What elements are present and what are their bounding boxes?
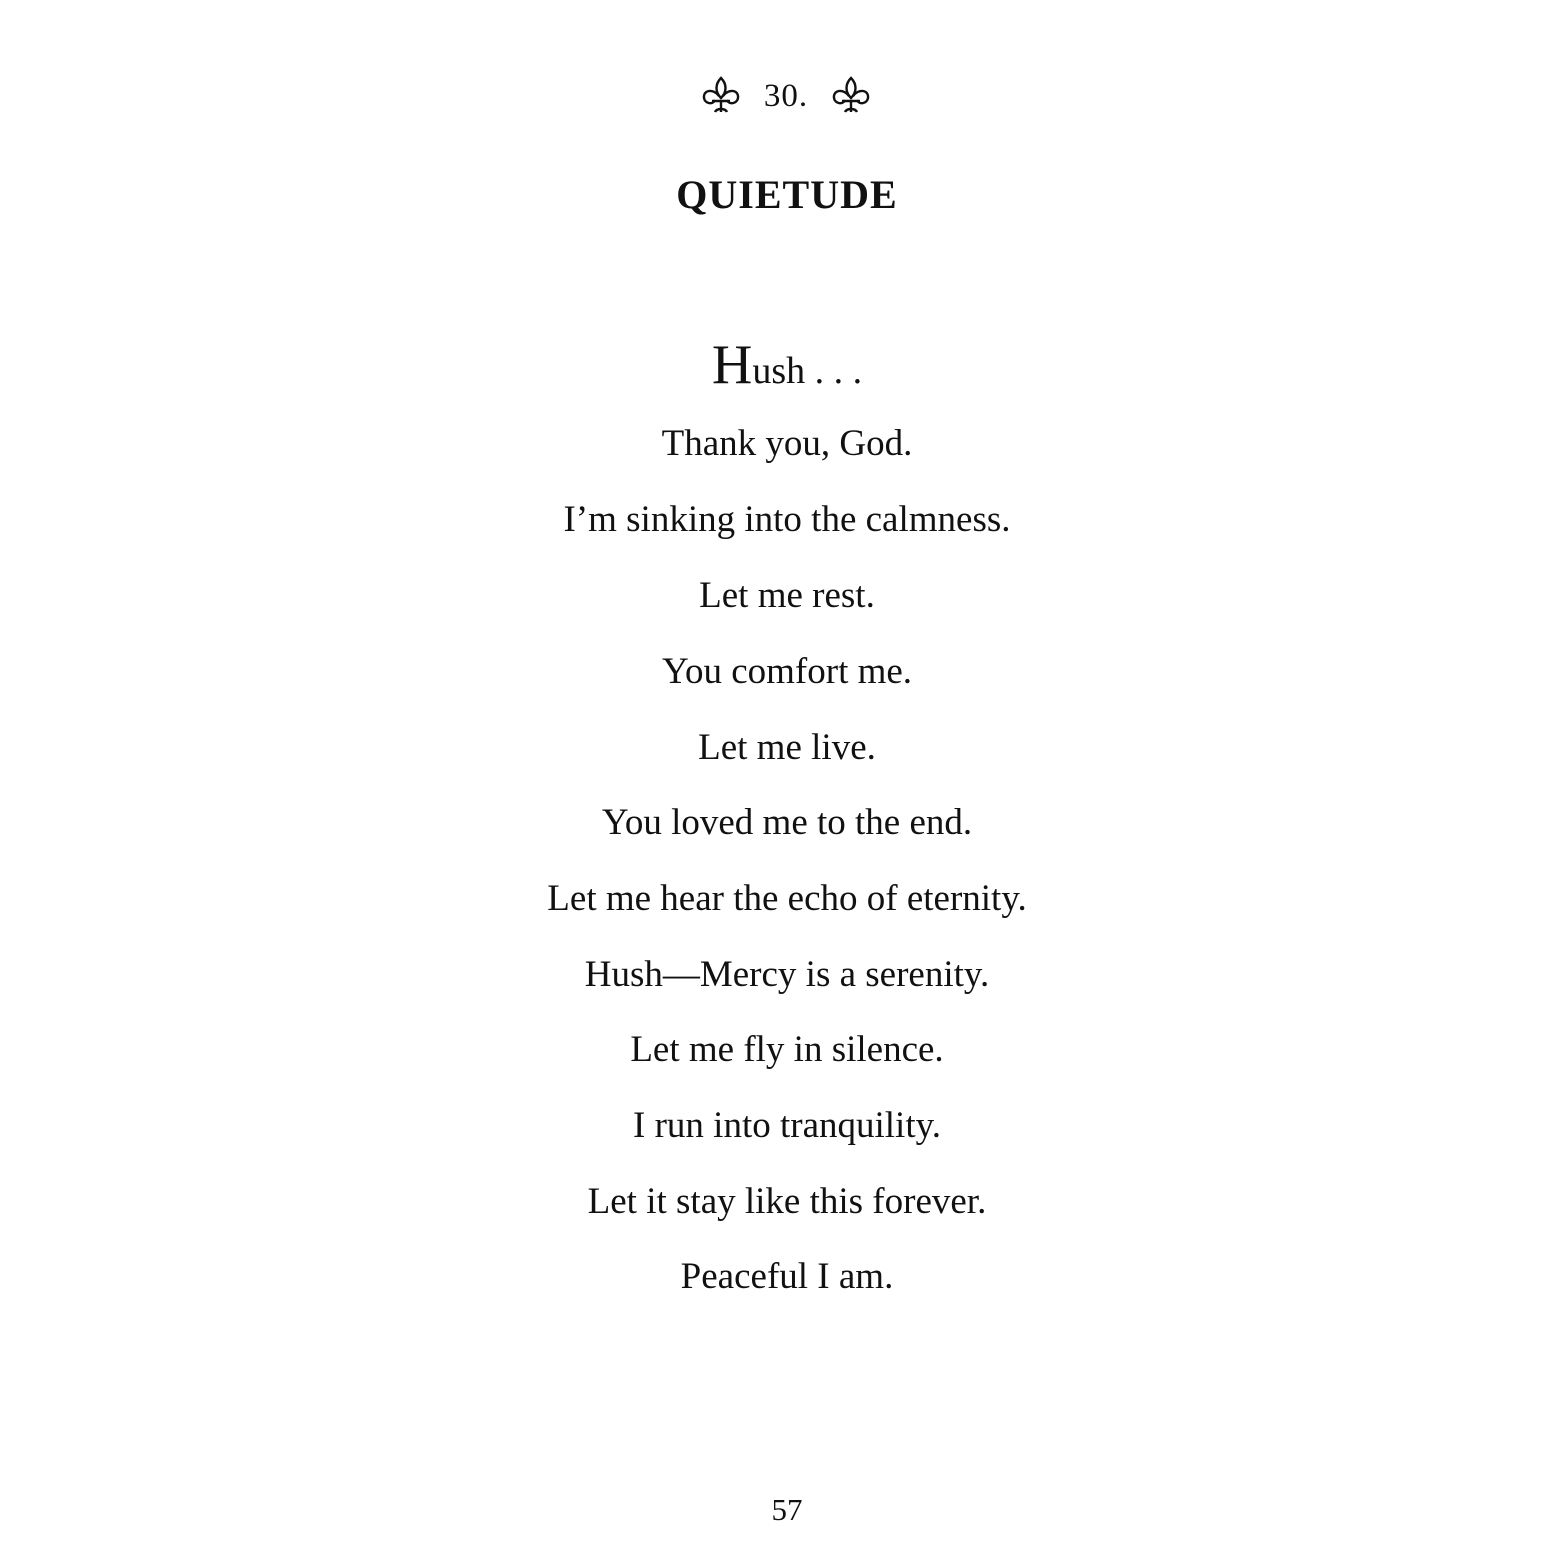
poem-line: Let me live. <box>698 727 876 768</box>
page-number: 57 <box>771 1492 803 1527</box>
poem-line: Thank you, God. <box>661 423 913 464</box>
poem-line: Hush—Mercy is a serenity. <box>584 954 990 995</box>
fleur-de-lis-icon <box>829 74 873 118</box>
chapter-number: 30. <box>763 78 809 115</box>
poem-line: You comfort me. <box>661 651 913 692</box>
poem-line: Let me hear the echo of eternity. <box>547 878 1027 919</box>
poem-line: Let me rest. <box>699 575 875 616</box>
poem-line: Let it stay like this forever. <box>587 1181 987 1222</box>
poem-line: Peaceful I am. <box>680 1256 894 1297</box>
poem-opening <box>0 330 1560 414</box>
fleur-de-lis-icon <box>699 74 743 118</box>
opening-rest: ush . . . <box>752 350 863 392</box>
poem-line: You loved me to the end. <box>601 802 973 843</box>
opening-initial: H <box>711 334 753 396</box>
poem-line: Let me fly in silence. <box>630 1029 944 1070</box>
poem-line: I run into tranquility. <box>633 1105 941 1146</box>
poem-title: QUIETUDE <box>676 172 898 217</box>
poem-line: I’m sinking into the calmness. <box>563 499 1011 540</box>
chapter-number-header <box>0 70 1560 120</box>
